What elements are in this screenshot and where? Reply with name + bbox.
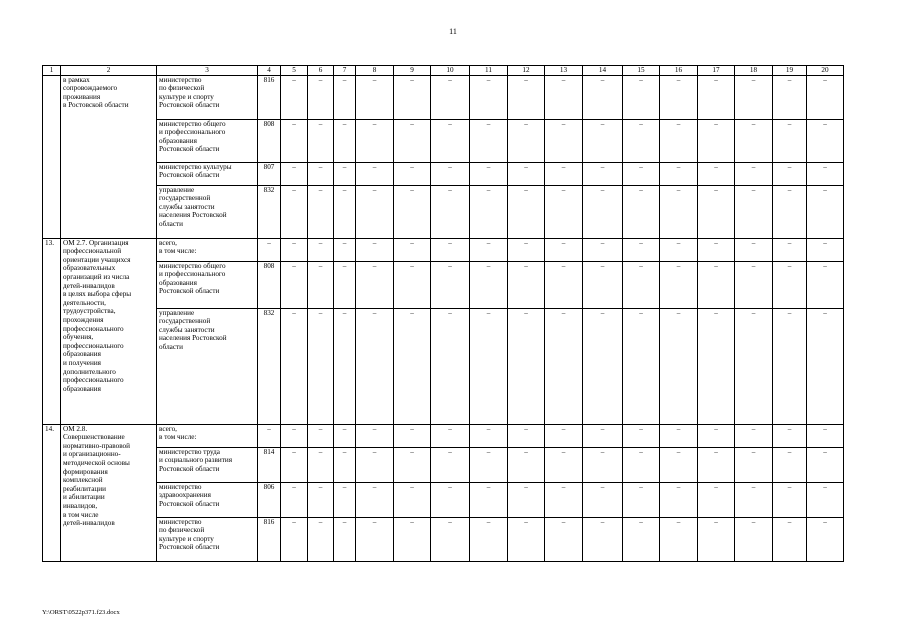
value-cell: – [698, 162, 735, 185]
value-cell: – [394, 517, 431, 561]
value-cell: – [698, 424, 735, 447]
value-cell: – [308, 261, 334, 308]
value-cell: – [807, 162, 844, 185]
value-cell: – [470, 162, 508, 185]
executor-cell: министерство по физической культуре и спорту Ростовской области [157, 75, 258, 119]
value-cell: – [334, 261, 356, 308]
value-cell: – [660, 308, 698, 424]
value-cell: – [735, 261, 773, 308]
value-cell: – [308, 162, 334, 185]
budget-code-cell: 816 [258, 75, 281, 119]
header-cell: 3 [157, 66, 258, 76]
value-cell: – [281, 447, 308, 482]
value-cell: – [508, 75, 545, 119]
value-cell: – [735, 185, 773, 238]
header-cell: 4 [258, 66, 281, 76]
value-cell: – [394, 185, 431, 238]
header-cell: 18 [735, 66, 773, 76]
value-cell: – [281, 308, 308, 424]
value-cell: – [698, 238, 735, 261]
value-cell: – [470, 261, 508, 308]
value-cell: – [281, 75, 308, 119]
value-cell: – [660, 517, 698, 561]
value-cell: – [773, 308, 807, 424]
value-cell: – [431, 238, 470, 261]
value-cell: – [545, 162, 583, 185]
budget-code-cell: – [258, 424, 281, 447]
value-cell: – [470, 308, 508, 424]
value-cell: – [698, 517, 735, 561]
value-cell: – [545, 75, 583, 119]
value-cell: – [660, 185, 698, 238]
table-row [43, 261, 844, 308]
value-cell: – [545, 185, 583, 238]
value-cell: – [660, 75, 698, 119]
value-cell: – [698, 119, 735, 162]
value-cell: – [356, 447, 394, 482]
value-cell: – [807, 238, 844, 261]
value-cell: – [623, 75, 660, 119]
value-cell: – [281, 482, 308, 517]
value-cell: – [334, 162, 356, 185]
value-cell: – [356, 424, 394, 447]
table-row [43, 482, 844, 517]
value-cell: – [623, 162, 660, 185]
value-cell: – [735, 482, 773, 517]
row-number-cell: 13. [43, 238, 61, 424]
expenditure-table [42, 65, 844, 562]
value-cell: – [807, 308, 844, 424]
value-cell: – [334, 185, 356, 238]
value-cell: – [356, 185, 394, 238]
value-cell: – [735, 517, 773, 561]
value-cell: – [356, 308, 394, 424]
measure-name-cell: ОМ 2.8. Совершенствование нормативно-правовой и организационно- методической основы формирования комплексной реабилитации и абилитации инвалидов, в том числе детей-инвалидов [61, 424, 157, 561]
table-row [43, 447, 844, 482]
value-cell: – [623, 517, 660, 561]
value-cell: – [735, 424, 773, 447]
value-cell: – [735, 447, 773, 482]
header-cell: 15 [623, 66, 660, 76]
value-cell: – [508, 308, 545, 424]
value-cell: – [698, 261, 735, 308]
value-cell: – [356, 238, 394, 261]
value-cell: – [334, 75, 356, 119]
value-cell: – [470, 185, 508, 238]
value-cell: – [735, 308, 773, 424]
value-cell: – [545, 424, 583, 447]
value-cell: – [773, 238, 807, 261]
value-cell: – [308, 75, 334, 119]
value-cell: – [698, 185, 735, 238]
row-number-cell: 14. [43, 424, 61, 561]
budget-code-cell: 832 [258, 185, 281, 238]
value-cell: – [508, 261, 545, 308]
value-cell: – [356, 261, 394, 308]
value-cell: – [623, 238, 660, 261]
value-cell: – [773, 447, 807, 482]
value-cell: – [773, 261, 807, 308]
value-cell: – [660, 482, 698, 517]
value-cell: – [623, 424, 660, 447]
value-cell: – [334, 238, 356, 261]
value-cell: – [623, 119, 660, 162]
value-cell: – [508, 238, 545, 261]
value-cell: – [281, 162, 308, 185]
value-cell: – [735, 75, 773, 119]
value-cell: – [583, 261, 623, 308]
value-cell: – [698, 447, 735, 482]
value-cell: – [807, 119, 844, 162]
value-cell: – [773, 119, 807, 162]
value-cell: – [431, 162, 470, 185]
value-cell: – [583, 424, 623, 447]
value-cell: – [807, 261, 844, 308]
value-cell: – [431, 517, 470, 561]
value-cell: – [660, 238, 698, 261]
budget-code-cell: 808 [258, 261, 281, 308]
budget-code-cell: 832 [258, 308, 281, 424]
value-cell: – [281, 119, 308, 162]
value-cell: – [807, 517, 844, 561]
value-cell: – [334, 447, 356, 482]
value-cell: – [508, 482, 545, 517]
value-cell: – [356, 482, 394, 517]
value-cell: – [470, 447, 508, 482]
value-cell: – [281, 424, 308, 447]
value-cell: – [508, 162, 545, 185]
value-cell: – [334, 308, 356, 424]
value-cell: – [470, 424, 508, 447]
value-cell: – [807, 447, 844, 482]
value-cell: – [508, 185, 545, 238]
header-cell: 12 [508, 66, 545, 76]
value-cell: – [470, 238, 508, 261]
value-cell: – [807, 185, 844, 238]
value-cell: – [308, 482, 334, 517]
value-cell: – [735, 119, 773, 162]
table-row [43, 424, 844, 447]
value-cell: – [508, 119, 545, 162]
value-cell: – [308, 119, 334, 162]
header-cell: 17 [698, 66, 735, 76]
measure-name-cell: ОМ 2.7. Организация профессиональной ориентации учащихся образовательных организаций из числа детей-инвалидов в целях выбора сферы деятельности, трудоустройства, прохождения профессионального обучения, профессионального образования и получения дополнительного профессионального образования [61, 238, 157, 424]
measure-name-cell: в рамках сопровождаемого проживания в Ростовской области [61, 75, 157, 238]
value-cell: – [470, 482, 508, 517]
value-cell: – [431, 75, 470, 119]
value-cell: – [281, 185, 308, 238]
header-cell: 13 [545, 66, 583, 76]
value-cell: – [431, 185, 470, 238]
value-cell: – [623, 447, 660, 482]
value-cell: – [334, 424, 356, 447]
executor-cell: министерство культуры Ростовской области [157, 162, 258, 185]
value-cell: – [735, 162, 773, 185]
value-cell: – [308, 447, 334, 482]
value-cell: – [356, 119, 394, 162]
header-cell: 20 [807, 66, 844, 76]
value-cell: – [583, 482, 623, 517]
value-cell: – [698, 75, 735, 119]
value-cell: – [623, 185, 660, 238]
value-cell: – [431, 308, 470, 424]
value-cell: – [431, 447, 470, 482]
page-number: 11 [449, 27, 457, 36]
value-cell: – [660, 424, 698, 447]
value-cell: – [807, 424, 844, 447]
value-cell: – [735, 238, 773, 261]
value-cell: – [308, 238, 334, 261]
budget-code-cell: – [258, 238, 281, 261]
value-cell: – [508, 517, 545, 561]
value-cell: – [508, 447, 545, 482]
table-row [43, 119, 844, 162]
value-cell: – [431, 424, 470, 447]
value-cell: – [394, 119, 431, 162]
value-cell: – [394, 75, 431, 119]
value-cell: – [281, 517, 308, 561]
table-row [43, 75, 844, 119]
value-cell: – [807, 482, 844, 517]
value-cell: – [807, 75, 844, 119]
table-row [43, 162, 844, 185]
header-cell: 14 [583, 66, 623, 76]
header-cell: 5 [281, 66, 308, 76]
value-cell: – [431, 119, 470, 162]
value-cell: – [308, 308, 334, 424]
value-cell: – [470, 119, 508, 162]
value-cell: – [470, 517, 508, 561]
value-cell: – [545, 447, 583, 482]
budget-code-cell: 808 [258, 119, 281, 162]
value-cell: – [308, 185, 334, 238]
value-cell: – [623, 261, 660, 308]
value-cell: – [698, 482, 735, 517]
value-cell: – [583, 308, 623, 424]
value-cell: – [773, 482, 807, 517]
budget-code-cell: 807 [258, 162, 281, 185]
file-path-footer: Y:\ORST\0522p371.f23.docx [42, 609, 120, 616]
value-cell: – [773, 424, 807, 447]
value-cell: – [308, 517, 334, 561]
header-cell: 9 [394, 66, 431, 76]
budget-code-cell: 806 [258, 482, 281, 517]
value-cell: – [773, 185, 807, 238]
table-row [43, 185, 844, 238]
header-cell: 7 [334, 66, 356, 76]
value-cell: – [773, 75, 807, 119]
value-cell: – [773, 517, 807, 561]
executor-cell: всего, в том числе: [157, 238, 258, 261]
value-cell: – [508, 424, 545, 447]
table-row [43, 308, 844, 424]
value-cell: – [431, 261, 470, 308]
value-cell: – [773, 162, 807, 185]
value-cell: – [394, 308, 431, 424]
value-cell: – [545, 517, 583, 561]
value-cell: – [545, 238, 583, 261]
value-cell: – [660, 261, 698, 308]
value-cell: – [334, 517, 356, 561]
value-cell: – [394, 162, 431, 185]
value-cell: – [660, 447, 698, 482]
value-cell: – [660, 119, 698, 162]
value-cell: – [583, 119, 623, 162]
value-cell: – [623, 308, 660, 424]
executor-cell: министерство здравоохранения Ростовской области [157, 482, 258, 517]
header-cell: 8 [356, 66, 394, 76]
executor-cell: управление государственной службы занятости населения Ростовской области [157, 185, 258, 238]
header-cell: 11 [470, 66, 508, 76]
executor-cell: управление государственной службы занятости населения Ростовской области [157, 308, 258, 424]
value-cell: – [583, 75, 623, 119]
table-row [43, 517, 844, 561]
executor-cell: всего, в том числе: [157, 424, 258, 447]
executor-cell: министерство общего и профессионального образования Ростовской области [157, 119, 258, 162]
value-cell: – [281, 238, 308, 261]
table-row [43, 238, 844, 261]
value-cell: – [583, 517, 623, 561]
value-cell: – [281, 261, 308, 308]
value-cell: – [394, 261, 431, 308]
header-cell: 1 [43, 66, 61, 76]
value-cell: – [394, 238, 431, 261]
executor-cell: министерство общего и профессионального образования Ростовской области [157, 261, 258, 308]
value-cell: – [394, 482, 431, 517]
value-cell: – [545, 308, 583, 424]
value-cell: – [545, 482, 583, 517]
value-cell: – [545, 261, 583, 308]
value-cell: – [334, 482, 356, 517]
value-cell: – [470, 75, 508, 119]
executor-cell: министерство труда и социального развития Ростовской области [157, 447, 258, 482]
budget-code-cell: 814 [258, 447, 281, 482]
executor-cell: министерство по физической культуре и спорту Ростовской области [157, 517, 258, 561]
value-cell: – [394, 447, 431, 482]
header-cell: 10 [431, 66, 470, 76]
row-number-cell [43, 75, 61, 238]
value-cell: – [623, 482, 660, 517]
value-cell: – [545, 119, 583, 162]
value-cell: – [356, 517, 394, 561]
value-cell: – [431, 482, 470, 517]
value-cell: – [356, 75, 394, 119]
value-cell: – [660, 162, 698, 185]
header-cell: 19 [773, 66, 807, 76]
value-cell: – [308, 424, 334, 447]
budget-code-cell: 816 [258, 517, 281, 561]
value-cell: – [583, 185, 623, 238]
value-cell: – [394, 424, 431, 447]
value-cell: – [583, 162, 623, 185]
header-row [43, 66, 844, 76]
value-cell: – [583, 447, 623, 482]
header-cell: 16 [660, 66, 698, 76]
header-cell: 6 [308, 66, 334, 76]
value-cell: – [698, 308, 735, 424]
value-cell: – [356, 162, 394, 185]
value-cell: – [334, 119, 356, 162]
value-cell: – [583, 238, 623, 261]
header-cell: 2 [61, 66, 157, 76]
